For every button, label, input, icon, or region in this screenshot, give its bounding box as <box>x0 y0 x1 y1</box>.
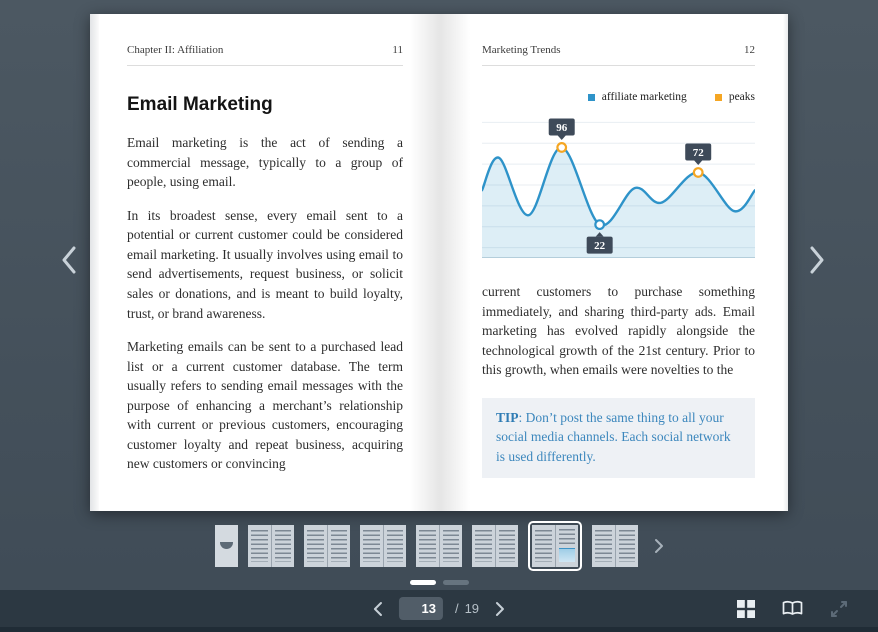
previous-page-button[interactable] <box>52 238 86 282</box>
tip-label: TIP <box>496 409 519 425</box>
svg-text:72: 72 <box>692 146 704 159</box>
page-number: 11 <box>392 44 403 56</box>
running-header: Marketing Trends <box>482 44 561 56</box>
legend-swatch-blue <box>588 94 595 101</box>
legend-label: peaks <box>728 91 755 103</box>
thumbnail-cover[interactable] <box>215 525 238 567</box>
thumbnail-page <box>532 525 555 567</box>
thumbnail-spread[interactable] <box>592 525 638 567</box>
fullscreen-button[interactable] <box>830 600 848 618</box>
chevron-right-icon <box>495 601 505 617</box>
thumbnail-spread[interactable] <box>472 525 518 567</box>
thumbnail-page <box>360 525 383 567</box>
thumbnail-spread[interactable] <box>304 525 350 567</box>
tip-text: : Don’t post the same thing to all your social media channels. Each social network is used differently. <box>496 409 731 464</box>
running-header: Chapter II: Affiliation <box>127 44 224 56</box>
thumbnail-page <box>327 525 350 567</box>
next-page-button[interactable] <box>800 238 834 282</box>
page-header <box>127 44 403 66</box>
page-right <box>440 14 788 511</box>
thumbnail-spread[interactable] <box>416 525 462 567</box>
chevron-right-icon <box>654 538 664 554</box>
two-page-view-button[interactable] <box>782 600 803 617</box>
chevron-right-icon <box>808 245 826 275</box>
svg-text:96: 96 <box>556 121 568 134</box>
paragraph: Marketing emails can be sent to a purchased lead list or a current customer database. The term usually refers to sending email messages with the purpose of enhancing a merchant’s relationship with current or previous customers, encouraging customer loyalty and repeat business, acquiring new customers or convincing <box>127 339 403 472</box>
thumbnail-pager-dot[interactable] <box>443 580 469 585</box>
thumbnail-page <box>495 525 518 567</box>
thumbnail-page <box>439 525 462 567</box>
thumbnail-page <box>555 525 578 567</box>
area-chart <box>482 112 755 258</box>
thumbnail-spread[interactable] <box>248 525 294 567</box>
svg-text:22: 22 <box>594 240 606 253</box>
thumbnail-strip <box>215 521 638 571</box>
thumbnail-row <box>215 521 664 571</box>
thumbnail-page <box>271 525 294 567</box>
thumbnail-page <box>416 525 439 567</box>
thumbnail-pager-dot[interactable] <box>410 580 436 585</box>
total-pages: 19 <box>464 601 480 616</box>
toolbar-icons <box>737 590 848 627</box>
page-number: 12 <box>744 44 755 56</box>
pagination-controls <box>369 590 509 627</box>
page-separator: / <box>454 601 459 616</box>
pagination-next-button[interactable] <box>491 597 509 621</box>
page-total <box>455 601 479 616</box>
thumbnail-area <box>0 521 878 585</box>
book-spread <box>90 14 788 511</box>
legend-swatch-orange <box>715 94 722 101</box>
thumbnail-page <box>592 525 615 567</box>
section-heading: Email Marketing <box>127 94 273 115</box>
thumbnail-page <box>472 525 495 567</box>
thumbnail-pager-dots <box>410 580 469 585</box>
chevron-left-icon <box>60 245 78 275</box>
thumbnail-page <box>615 525 638 567</box>
thumbnails-grid-button[interactable] <box>737 600 755 618</box>
paragraph: current customers to purchase something immediately, and sharing third-party ads. Email marketing has evolved rapidly alongside the technological growth of the 21st century. Prior to this growth, when emails were novelties to the <box>482 284 755 378</box>
thumbnail-page <box>215 525 238 567</box>
thumbnail-spread[interactable] <box>360 525 406 567</box>
thumbnail-page <box>304 525 327 567</box>
expand-icon <box>830 600 848 618</box>
thumbnails-next-button[interactable] <box>654 538 664 554</box>
page-left <box>90 14 440 511</box>
page-header <box>482 44 755 66</box>
legend-item <box>588 91 687 103</box>
pagination-prev-button[interactable] <box>369 597 387 621</box>
paragraph: Email marketing is the act of sending a commercial message, typically to a group of people, using email. <box>127 135 403 190</box>
tip-callout <box>482 398 755 478</box>
thumbnail-spread[interactable] <box>528 521 582 571</box>
legend-item <box>715 91 755 103</box>
page-number-input[interactable] <box>399 597 443 620</box>
thumbnail-page <box>383 525 406 567</box>
paragraph: In its broadest sense, every email sent to a potential or current customer could be considered email marketing. It usually involves using email to send advertisements, request business, or solicit sales or donations, and is meant to build loyalty, trust, or brand awareness. <box>127 207 403 321</box>
bottom-toolbar <box>0 590 878 632</box>
chart-legend <box>482 91 755 103</box>
grid-icon <box>737 600 755 618</box>
chevron-left-icon <box>373 601 383 617</box>
thumbnail-page <box>248 525 271 567</box>
legend-label: affiliate marketing <box>601 91 687 103</box>
open-book-icon <box>782 600 803 617</box>
